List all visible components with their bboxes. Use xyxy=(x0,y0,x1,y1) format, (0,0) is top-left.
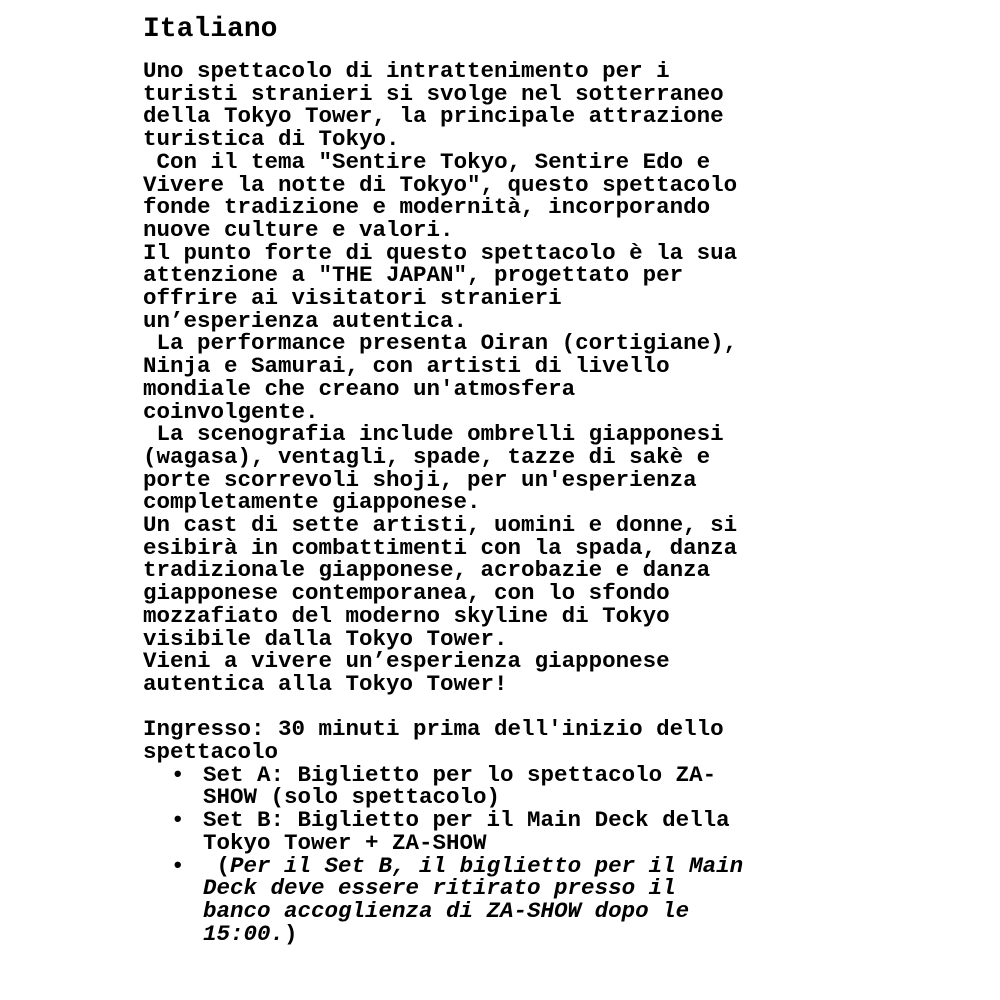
paragraph-invitation: Vieni a vivere un’esperienza giapponese autentica alla Tokyo Tower! xyxy=(143,648,670,697)
paragraph-cast: Un cast di sette artisti, uomini e donne, si esibirà in combattimenti con la spada, danza tradizionale giapponese, acrobazie e danza giapponese contemporanea, con lo sfondo mozzafiato del moderno skyline di Tokyo visibile dalla Tokyo Tower. xyxy=(143,512,738,652)
entry-info: Ingresso: 30 minuti prima dell'inizio dello spettacolo xyxy=(143,716,724,766)
paragraph-theme: Con il tema "Sentire Tokyo, Sentire Edo e Vivere la notte di Tokyo", questo spettacolo fonde tradizione e modernità, incorporando nuove culture e valori. xyxy=(143,148,738,243)
note-text: Per il Set B, il biglietto per il Main Deck deve essere ritirato presso il banco accoglienza di ZA-SHOW dopo le 15:00. xyxy=(203,852,744,947)
page-title: Italiano xyxy=(143,14,278,45)
ticket-list xyxy=(143,761,883,947)
list-item-note xyxy=(203,852,883,947)
list-item: • Set B: Biglietto per il Main Deck della Tokyo Tower + ZA-SHOW xyxy=(203,809,883,854)
note-close-paren: ) xyxy=(284,920,298,947)
paragraph-intro: Uno spettacolo di intrattenimento per i turisti stranieri si svolge nel sotterraneo della Tokyo Tower, la principale attrazione turistica di Tokyo. xyxy=(143,58,724,153)
note-open-paren: ( xyxy=(203,852,231,879)
paragraph-scenography: La scenografia include ombrelli giapponesi (wagasa), ventagli, spade, tazze di sakè e porte scorrevoli shoji, per un'esperienza completamente giapponese. xyxy=(143,421,724,516)
paragraph-highlight: Il punto forte di questo spettacolo è la sua attenzione a "THE JAPAN", progettato per offrire ai visitatori stranieri un’esperienza autentica. xyxy=(143,239,738,334)
list-item: • Set A: Biglietto per lo spettacolo ZA- SHOW (solo spettacolo) xyxy=(203,764,883,809)
paragraph-performance: La performance presenta Oiran (cortigiane), Ninja e Samurai, con artisti di livello mondiale che creano un'atmosfera coinvolgente. xyxy=(143,330,738,425)
spacer xyxy=(143,696,883,719)
document xyxy=(143,14,883,945)
